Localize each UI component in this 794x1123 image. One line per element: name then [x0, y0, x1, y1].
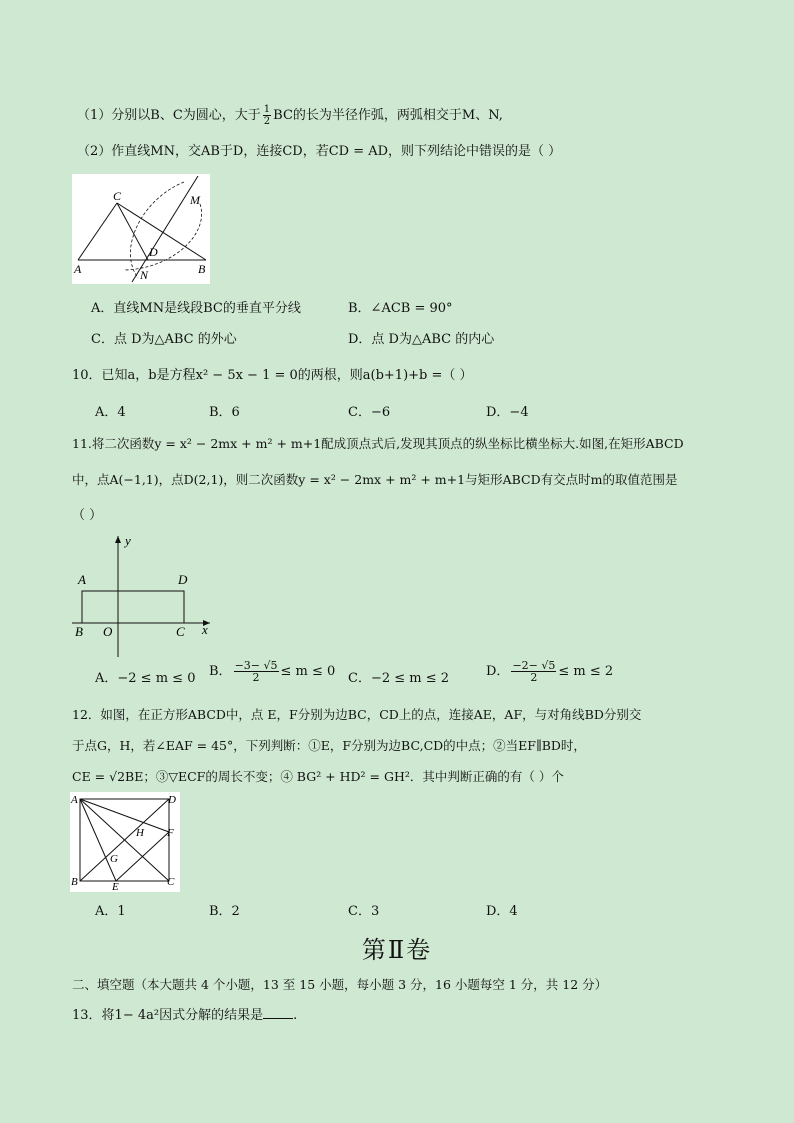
- q11-option-b-suffix: ≤ m ≤ 0: [280, 664, 336, 679]
- half-denominator: 2: [263, 116, 271, 127]
- q11-option-d: [486, 660, 613, 683]
- label-G: G: [110, 853, 118, 865]
- q11-line1: 11.将二次函数y = x² − 2mx + m² + m+1配成顶点式后,发现其顶点的纵坐标比横坐标大.如图,在矩形ABCD: [72, 436, 684, 451]
- label-E: E: [112, 881, 119, 892]
- q10-option-a: A．4: [95, 405, 126, 420]
- q11-figure: [70, 532, 220, 660]
- label-B: B: [75, 624, 83, 639]
- q12-option-b: B．2: [209, 904, 240, 919]
- label-B: B: [198, 262, 206, 276]
- q13-answer-blank: [263, 1006, 293, 1019]
- q11-option-d-fraction: [511, 660, 556, 683]
- label-A: A: [78, 572, 86, 587]
- q11-line3: （ ）: [72, 508, 103, 523]
- q12-option-c: C．3: [348, 904, 380, 919]
- label-D: D: [149, 245, 158, 259]
- q12-line2: 于点G，H，若∠EAF = 45°，下列判断：①E，F分别为边BC,CD的中点；②当EF∥BD时，: [72, 738, 586, 753]
- q11-option-b-prefix: B．: [209, 664, 232, 679]
- q9-step2: （2）作直线MN，交AB于D，连接CD，若CD = AD，则下列结论中错误的是（ ）: [77, 144, 562, 159]
- q11-option-b-numerator: −3− √5: [234, 659, 278, 672]
- q12-option-d: D．4: [486, 904, 518, 919]
- q10-option-c: C．−6: [348, 405, 391, 420]
- q10-stem: 10．已知a，b是方程x² − 5x − 1 = 0的两根，则a(b+1)+b =（ ）: [72, 368, 473, 383]
- q10-option-b: B．6: [209, 405, 240, 420]
- q11-option-b: [209, 660, 335, 683]
- q11-option-d-denominator: 2: [530, 671, 538, 684]
- q9-option-a: A．直线MN是线段BC的垂直平分线: [91, 301, 301, 316]
- label-D: D: [178, 572, 188, 587]
- q9-step1-tail: BC的长为半径作弧，两弧相交于M、N,: [273, 108, 503, 123]
- label-F: F: [167, 827, 174, 839]
- label-C: C: [113, 189, 122, 203]
- label-B: B: [71, 876, 78, 888]
- label-M: M: [190, 193, 200, 207]
- section-heading: 二、填空题（本大题共 4 个小题，13 至 15 小题，每小题 3 分，16 小题每空 1 分，共 12 分）: [72, 977, 608, 992]
- label-D: D: [168, 794, 176, 806]
- q11-option-b-fraction: [234, 660, 279, 683]
- q13-tail: .: [293, 1008, 298, 1023]
- q11-option-a: A．−2 ≤ m ≤ 0: [95, 671, 196, 686]
- label-A: A: [71, 794, 78, 806]
- label-C: C: [167, 876, 175, 888]
- label-y: y: [125, 533, 131, 548]
- q13-line: [72, 1006, 297, 1025]
- q9-step1: [77, 104, 503, 127]
- q9-figure-svg: [72, 174, 210, 284]
- q9-option-d: D．点 D为△ABC 的内心: [348, 332, 495, 347]
- label-H: H: [136, 827, 144, 839]
- q10-option-d: D．−4: [486, 405, 529, 420]
- q11-option-b-denominator: 2: [252, 671, 260, 684]
- label-N: N: [140, 268, 149, 282]
- q9-figure: [72, 174, 210, 284]
- q11-option-d-numerator: −2− √5: [512, 659, 556, 672]
- q11-option-d-suffix: ≤ m ≤ 2: [558, 664, 614, 679]
- q13-stem: 13．将1− 4a²因式分解的结果是: [72, 1008, 264, 1023]
- half-fraction: [263, 104, 271, 127]
- label-A: A: [74, 262, 82, 276]
- label-C: C: [176, 624, 185, 639]
- half-numerator: 1: [263, 104, 271, 115]
- label-O: O: [103, 624, 113, 639]
- q12-figure-svg: [70, 792, 180, 892]
- q12-line3: CE = √2BE；③▽ECF的周长不变；④ BG² + HD² = GH²．其中判断正确的有（ ）个: [72, 769, 564, 784]
- label-x: x: [202, 622, 208, 637]
- section-title: 第Ⅱ卷: [361, 936, 433, 964]
- q11-figure-svg: [70, 532, 220, 660]
- q9-step1-text: （1）分别以B、C为圆心，大于: [77, 108, 261, 123]
- q9-option-c: C．点 D为△ABC 的外心: [91, 332, 237, 347]
- q9-option-b: B．∠ACB = 90°: [348, 301, 453, 316]
- q12-option-a: A．1: [95, 904, 126, 919]
- q11-line2: 中，点A(−1,1)，点D(2,1)，则二次函数y = x² − 2mx + m² + m+1与矩形ABCD有交点时m的取值范围是: [72, 472, 678, 487]
- q12-line1: 12．如图，在正方形ABCD中，点 E，F分别为边BC，CD上的点，连接AE，AF，与对角线BD分别交: [72, 707, 642, 722]
- q11-option-d-prefix: D．: [486, 664, 510, 679]
- q12-figure: [70, 792, 180, 892]
- q11-option-c: C．−2 ≤ m ≤ 2: [348, 671, 450, 686]
